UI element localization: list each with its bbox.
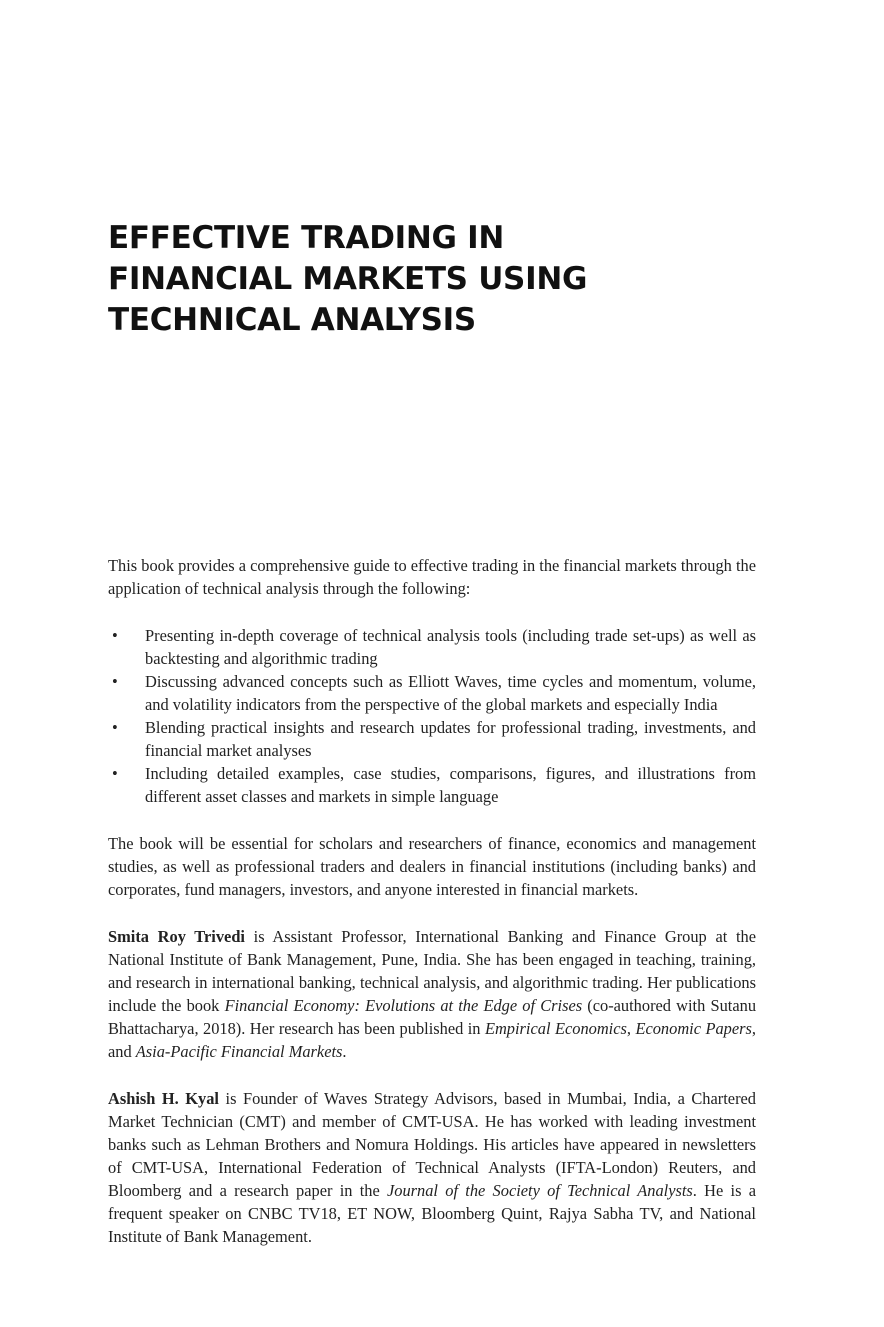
book-description xyxy=(108,554,756,1248)
book-title-line-2: FINANCIAL MARKETS USING xyxy=(108,261,588,297)
sentence-end: . xyxy=(342,1042,347,1061)
bullet-icon: • xyxy=(112,718,118,737)
book-title-line-1: EFFECTIVE TRADING IN xyxy=(108,220,505,256)
bullet-icon: • xyxy=(112,626,118,645)
separator: , and xyxy=(108,1019,756,1061)
book-title xyxy=(108,218,768,341)
bullet-icon: • xyxy=(112,764,118,783)
author-bio-trivedi xyxy=(108,925,756,1063)
intro-paragraph: This book provides a comprehensive guide to effective trading in the financial markets through the application of technical analysis through the following: xyxy=(108,556,756,598)
book-title-reference: Financial Economy: Evolutions at the Edge of Crises xyxy=(224,996,583,1015)
author-name: Ashish H. Kyal xyxy=(108,1089,219,1108)
bio-text: is Assistant Professor, International Banking and Finance Group at the National Institute of Bank Management, Pune, India. She has been engaged in teaching, training, and research in international banking, technical analysis, and algorithmic trading. Her publications include the book xyxy=(108,927,756,1015)
feature-list-item xyxy=(108,670,756,716)
audience-paragraph: The book will be essential for scholars and researchers of finance, economics and management studies, as well as professional traders and dealers in financial institutions (including banks) and corporates, fund managers, investors, and anyone interested in financial markets. xyxy=(108,834,756,899)
author-bio-kyal xyxy=(108,1087,756,1248)
bio-text: is Founder of Waves Strategy Advisors, based in Mumbai, India, a Chartered Market Technician (CMT) and member of CMT-USA. He has worked with leading investment banks such as Lehman Brothers and Nomura Holdings. His articles have appeared in newsletters of CMT-USA, International Federation of Technical Analysts (IFTA-London) Reuters, and Bloomberg and a research paper in the xyxy=(108,1089,756,1200)
book-title-line-3: TECHNICAL ANALYSIS xyxy=(108,302,476,338)
bio-text: . He is a frequent speaker on CNBC TV18, ET NOW, Bloomberg Quint, Rajya Sabha TV, and National Institute of Bank Management. xyxy=(108,1181,757,1246)
feature-text: Blending practical insights and research updates for professional trading, investments, and financial market analyses xyxy=(145,718,756,760)
journal-name: Economic Papers xyxy=(635,1019,752,1038)
feature-text: Discussing advanced concepts such as Elliott Waves, time cycles and momentum, volume, and volatility indicators from the perspective of the global markets and especially India xyxy=(145,672,756,714)
bullet-icon: • xyxy=(112,672,118,691)
feature-list-item xyxy=(108,624,756,670)
separator: , xyxy=(626,1019,636,1038)
feature-list-item xyxy=(108,716,756,762)
journal-name: Empirical Economics xyxy=(484,1019,627,1038)
feature-list xyxy=(108,624,756,808)
feature-list-item xyxy=(108,762,756,808)
journal-name: Journal of the Society of Technical Analysts xyxy=(387,1181,693,1200)
feature-text: Including detailed examples, case studies, comparisons, figures, and illustrations from different asset classes and markets in simple language xyxy=(145,764,756,806)
journal-name: Asia-Pacific Financial Markets xyxy=(135,1042,343,1061)
author-name: Smita Roy Trivedi xyxy=(108,927,245,946)
bio-text: (co-authored with Sutanu Bhattacharya, 2018). Her research has been published in xyxy=(108,996,757,1038)
feature-text: Presenting in-depth coverage of technical analysis tools (including trade set-ups) as well as backtesting and algorithmic trading xyxy=(145,626,756,668)
